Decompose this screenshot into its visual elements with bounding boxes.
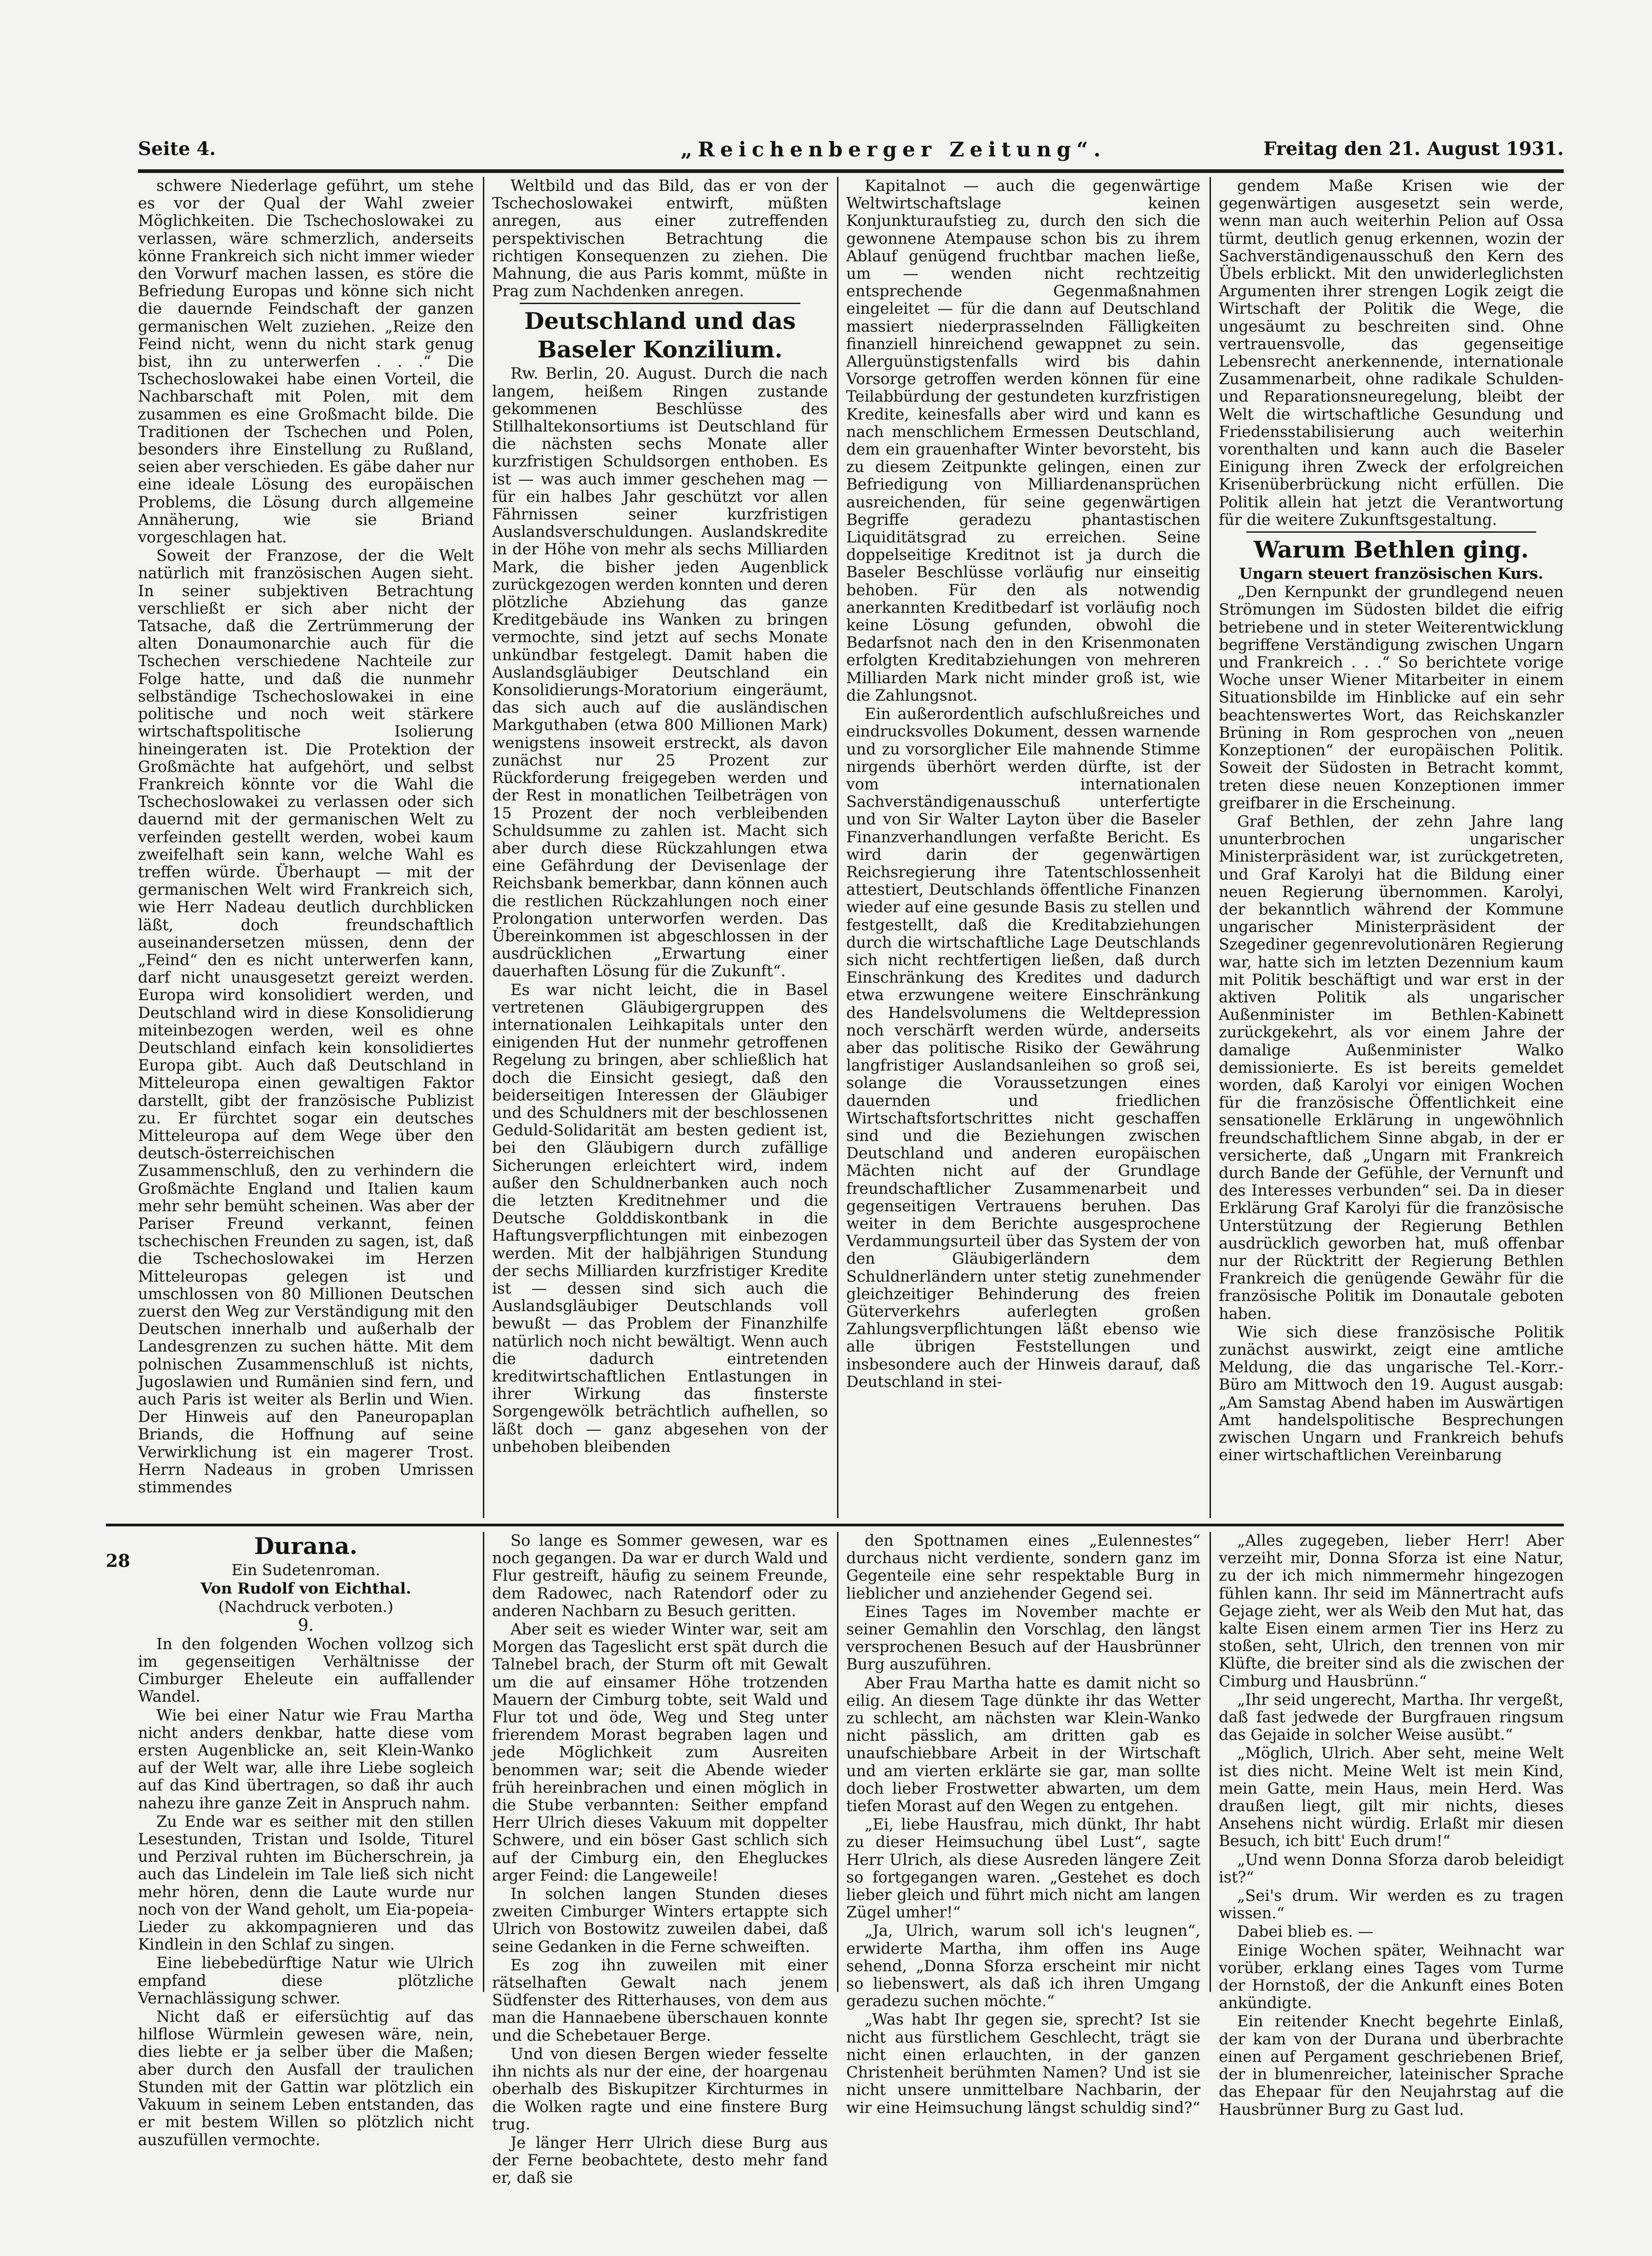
feuilleton-column-4 xyxy=(1219,1531,1564,2118)
paragraph: den Spottnamen eines „Eulennestes“ durchaus nicht verdiente, sondern ganz im Gegenteile eine sehr respektable Burg in lieblicher und anziehender Gegend sei. xyxy=(846,1531,1200,1602)
reprint-notice: (Nachdruck verboten.) xyxy=(218,1598,394,1616)
column-divider xyxy=(483,177,484,1518)
paragraph: Wie bei einer Natur wie Frau Martha nicht anders denkbar, hatte diese vom ersten Augenblicke an, seit Klein-Wanko auf der Welt war, alle ihre Liebe sogleich auf das Kind übertragen, so daß ihr auch nahezu ihre ganze Zeit in Anspruch nahm. xyxy=(138,1706,474,1812)
chapter-number: 9. xyxy=(298,1616,314,1635)
paragraph: Und von diesen Bergen wieder fesselte ihn nichts als nur der eine, der hoargenau oberhalb des Biskupitzer Kirchturmes in die Wolken ragte und eine finstere Burg trug. xyxy=(492,2044,828,2133)
paragraph: Zu Ende war es seither mit den stillen Lesestunden, Tristan und Isolde, Titurel und Perzival ruhten im Bücherschrein, ja auch das Lindelein im Tale ließ sich nicht mehr hören, denn die Laute wurde nur noch von der Wand geholt, um Eia-popeia-Lieder zu akkompagnieren und das Kindlein in den Schlaf zu singen. xyxy=(138,1812,474,1954)
feuilleton-column-1 xyxy=(138,1532,474,2149)
paragraph: Soweit der Franzose, der die Welt natürlich mit französischen Augen sieht. In seiner subjektiven Betrachtung verschließt er sich aber nicht der Tatsache, daß die Zertrümmerung der alten Donaumonarchie auch für die Tschechen verschiedene Nachteile zur Folge hatte, und daß die nunmehr selbständige Tschechoslowakei in eine politische und noch weit stärkere wirtschaftspolitische Isolierung hineingeraten ist. Die Protektion der Großmächte hat aufgehört, und selbst Frankreich könnte vor die Wahl die Tschechoslowakei zu verlassen oder sich dauernd mit der germanischen Welt zu verfeinden gestellt werden, wobei kaum zweifelhaft sein kann, welche Wahl es treffen würde. Überhaupt — mit der germanischen Welt wird Frankreich sich, wie Herr Nadeau deutlich durchblicken läßt, doch freundschaftlich auseinandersetzen müssen, denn der „Feind“ den es nicht unterwerfen kann, darf nicht unausgesetzt gereizt werden. Europa wird konsolidiert werden, und Deutschland wird in diese Konsolidierung miteinbezogen werden, weil es ohne Deutschland einfach kein konsolidiertes Europa gibt. Auch daß Deutschland in Mitteleuropa einen gewaltigen Faktor darstellt, gibt der französische Publizist zu. Er fürchtet sogar ein deutsches Mitteleuropa auf dem Wege über den deutsch-österreichischen Zusammenschluß, den zu verhindern die Großmächte England und Italien kaum mehr sehr bemüht scheinen. Was aber der Pariser Freund verkannt, feinen tschechischen Freunden zu sagen, ist, daß die Tschechoslowakei im Herzen Mitteleuropas gelegen ist und umschlossen von 80 Millionen Deutschen zuerst den Weg zur Verständigung mit den Deutschen innerhalb und außerhalb der Landesgrenzen zu suchen hätte. Mit dem polnischen Zusammenschluß ist nichts, Jugoslawien und Rumänien sind fern, und auch Paris ist weiter als Berlin und Wien. Der Hinweis auf den Paneuropaplan Briands, die Hoffnung auf seine Verwirklichung ist ein magerer Trost. Herrn Nadeaus in groben Umrissen stimmendes xyxy=(138,547,474,1496)
paragraph: Ein reitender Knecht begehrte Einlaß, der kam von der Durana und überbrachte einen auf Pergament geschriebenen Brief, der in blumenreicher, lateinischer Sprache das Ehepaar für den Neujahrstag auf die Hausbrünner Burg zu Gast lud. xyxy=(1219,2012,1564,2118)
paragraph: Graf Bethlen, der zehn Jahre lang ununterbrochen ungarischer Ministerpräsident war, ist zurückgetreten, und Graf Karolyi hat die Bildung einer neuen Regierung übernommen. Karolyi, der bekanntlich während der Kommune ungarischer Ministerpräsident der Szegediner gegenrevolutionären Regierung war, hatte sich im letzten Dezennium kaum mit Politik beschäftigt und war erst in der aktiven Politik als ungarischer Außenminister im Bethlen-Kabinett zurückgekehrt, als vor einem Jahre der damalige Außenminister Walko demissionierte. Es ist bereits gemeldet worden, daß Karolyi vor einigen Wochen für die französische Öffentlichkeit eine sensationelle Erklärung in ungewöhnlich freundschaftlichem Sinne abgab, in der er versicherte, daß „Ungarn mit Frankreich durch Bande der Gefühle, der Vernunft und des Interesses verbunden“ sei. Da in dieser Erklärung Graf Karolyi für die französische Unterstützung der Regierung Bethlen ausdrücklich geworben hat, muß offenbar nur der Rücktritt der Regierung Bethlen Frankreich die genügende Gewähr für die französische Politik im Donautale geboten haben. xyxy=(1219,812,1564,1323)
paragraph: Kapitalnot — auch die gegenwärtige Weltwirtschaftslage keinen Konjunkturaufstieg zu, durch den sich die gewonnene Atempause schon bis zu ihrem Ablauf genügend fruchtbar machen ließe, um — wenden nicht rechtzeitig entsprechende Gegenmaßnahmen eingeleitet — für die dann auf Deutschland massiert niederprasselnden Fälligkeiten finanziell hinreichend gewappnet zu sein. Allerguünstigstenfalls wird bis dahin Vorsorge getroffen werden können für eine Teilabbürdung der gestundeten kurzfristigen Kredite, keinesfalls aber wird und kann es nach menschlichem Ermessen Deutschland, dem ein grauenhafter Winter bevorsteht, bis zu diesem Zeitpunkte gelingen, einen zur Befriedigung von Milliardenansprüchen ausreichenden, für seine gegenwärtigen Begriffe geradezu phantastischen Liquiditätsgrad zu erreichen. Seine doppelseitige Kreditnot ist ja durch die Baseler Beschlüsse vorläufig nur einseitig behoben. Für den als notwendig anerkannten Kreditbedarf ist vorläufig noch keine Lösung gefunden, obwohl die Bedarfsnot nach den in den Krisenmonaten erfolgten Kreditabziehungen von mehreren Milliarden Mark nicht minder groß ist, wie die Zahlungsnot. xyxy=(846,177,1200,704)
paragraph: Aber seit es wieder Winter war, seit am Morgen das Tageslicht erst spät durch die Talnebel brach, der Sturm oft mit Gewalt um die auf einsamer Höhe trotzenden Mauern der Cimburg tobte, seit Wald und Flur tot und öde, Weg und Steg unter frierendem Morast begraben lagen und jede Möglichkeit zum Ausreiten benommen war; seit die Abende wieder früh hereinbrachen und einen möglich in die Stube verbannten: Seither empfand Herr Ulrich dieses Vakuum mit doppelter Schwere, und ein böser Gast schlich sich auf der Cimburg ein, den Ehegluckes arger Feind: die Langeweile! xyxy=(492,1620,828,1884)
paragraph: „Möglich, Ulrich. Aber seht, meine Welt ist dies nicht. Meine Welt ist mein Kind, mein Gatte, mein Haus, mein Herd. Was draußen liegt, gilt mir nichts, dieses Ansehens nicht würdig. Erlaßt mir diesen Besuch, ich bitt' Euch drum!“ xyxy=(1219,1744,1564,1850)
serial-number: 28 xyxy=(106,1550,130,1571)
paragraph: Ein außerordentlich aufschlußreiches und eindrucksvolles Dokument, dessen warnende und zu vorsorglicher Eile mahnende Stimme nirgends überhört werden dürfte, ist der vom internationalen Sachverständigenausschuß unterfertigte und von Sir Walter Layton über die Baseler Finanzverhandlungen verfaßte Bericht. Es wird darin der gegenwärtigen Reichsregierung ihre Tatentschlossenheit attestiert, Deutschlands öffentliche Finanzen wieder auf eine gesunde Basis zu stellen und festgestellt, daß die Kreditabziehungen durch die wirtschaftliche Lage Deutschlands sich nicht rechtfertigen ließen, daß durch Einschränkung des Kredites und dadurch etwa erzwungene weitere Einschränkung des Handelsvolumens die Weltdepression noch verschärft werden würde, anderseits aber das politische Risiko der Gewährung langfristiger Auslandsanleihen so groß sei, solange die Voraussetzungen eines dauernden und friedlichen Wirtschaftsfortschrittes nicht geschaffen sind und die Beziehungen zwischen Deutschland und anderen europäischen Mächten nicht auf der Grundlage freundschaftlicher Zusammenarbeit und gegenseitigen Vertrauens beruhen. Das weiter in dem Berichte ausgesprochene Verdammungsurteil über das System der von den Gläubigerländern dem Schuldnerländern unter stetig zunehmender gleichzeitiger Behinderung des freien Güterverkehrs auferlegten großen Zahlungsverpflichtungen läßt ebenso wie alle übrigen Feststellungen und insbesondere auch der Hinweis darauf, daß Deutschland in stei- xyxy=(846,705,1200,1391)
paragraph: schwere Niederlage geführt, um stehe es vor der Qual der Wahl zweier Möglichkeiten. Die Tschechoslowakei zu verlassen, wäre schmerzlich, anderseits könne Frankreich sich nicht immer wieder den Vorwurf machen lassen, es störe die Befriedung Europas und könne sich nicht die dauernde Feindschaft der ganzen germanischen Welt zuziehen. „Reize den Feind nicht, wenn du nicht stark genug bist, ihn zu unterwerfen . . .“ Die Tschechoslowakei habe einen Vorteil, die Nachbarschaft mit Polen, mit dem zusammen es eine Großmacht bilde. Die Traditionen der Tschechen und Polen, besonders ihre Einstellung zu Rußland, seien aber verschieden. Es gäbe daher nur eine ideale Lösung des europäischen Problems, die Lösung durch allgemeine Annäherung, wie sie Briand vorgeschlagen hat. xyxy=(138,177,474,547)
article-subheadline: Ungarn steuert französischen Kurs. xyxy=(1239,564,1543,583)
paragraph: Dabei blieb es. — xyxy=(1237,1922,1374,1941)
serial-author: Von Rudolf von Eichthal. xyxy=(201,1579,411,1598)
column-divider xyxy=(837,177,838,1518)
paragraph: Einige Wochen später, Weihnacht war vorüber, erklang eines Tages vom Turme der Hornstoß, der die Ankunft eines Boten ankündigte. xyxy=(1219,1941,1564,2012)
paragraph: In solchen langen Stunden dieses zweiten Cimburger Winters ertappte sich Ulrich von Bostowitz zuweilen dabei, daß seine Gedanken in die Ferne schweiften. xyxy=(492,1885,828,1956)
feuilleton-column-2 xyxy=(492,1531,828,2187)
top-column-2 xyxy=(492,177,828,1518)
top-column-4 xyxy=(1219,177,1564,1518)
newspaper-name: „Reichenberger Zeitung“. xyxy=(681,138,1107,161)
paragraph: gendem Maße Krisen wie der gegenwärtigen ausgesetzt sein werde, wenn man auch weiterhin Pelion auf Ossa türmt, deutlich genug erkennen, wozin der Sachverständigenausschuß den Kern des Übels erblickt. Mit den unwiderleglichsten Argumenten ihrer strengen Logik zeigt die Wirtschaft der Politik die Wege, die ungesäumt zu beschreiten sind. Ohne vertrauensvolle, das gegenseitige Lebensrecht anerkennende, internationale Zusammenarbeit, ohne radikale Schulden- und Reparationsneuregelung, bleibt der Welt die wirtschaftliche Gesundung und Friedensstabilisierung auch weiterhin vorenthalten und kann auch die Baseler Einigung ihren Zweck der erfolgreichen Krisenüberbrückung nicht erfüllen. Die Politik allein hat jetzt die Verantwortung für die weitere Zukunftsgestaltung. xyxy=(1219,177,1564,529)
paragraph: „Alles zugegeben, lieber Herr! Aber verzeiht mir, Donna Sforza ist eine Natur, zu der ich mich nimmermehr hingezogen fühlen kann. Ihr seid im Männertracht aufs Gejage zieht, wer als Weib den Mut hat, das kalte Eisen einem armen Tier ins Herz zu stoßen, seht, Ulrich, den trennen von mir Klüfte, die breiter sind als die zwischen der Cimburg und Hausbrünn.“ xyxy=(1219,1531,1564,1690)
paragraph: Eines Tages im November machte er seiner Gemahlin den Vorschlag, den längst versprochenen Besuch auf der Hausbrünner Burg auszuführen. xyxy=(846,1602,1200,1674)
paragraph: Eine liebebedürftige Natur wie Ulrich empfand diese plötzliche Vernachlässigung schwer. xyxy=(138,1954,474,2007)
paragraph: Nicht daß er eifersüchtig auf das hilflose Würmlein gewesen wäre, nein, dies liebte er ja selber über die Maßen; aber durch den Ausfall der traulichen Stunden mit der Gattin war plötzlich ein Vakuum in seinem Leben entstanden, das er mit bestem Willen so plötzlich nicht auszufüllen vermochte. xyxy=(138,2008,474,2149)
column-divider xyxy=(837,1532,838,1992)
page-label: Seite 4. xyxy=(138,138,216,160)
page-header xyxy=(138,133,1564,166)
paragraph: Rw. Berlin, 20. August. Durch die nach langem, heißem Ringen zustande gekommenen Beschlüsse des Stillhaltekonsortiums ist Deutschland für die nächsten sechs Monate aller kurzfristigen Schuldsorgen enthoben. Es ist — was auch immer geschehen mag — für ein halbes Jahr geschützt vor allen Fährnissen seiner kurzfristigen Auslandsverschuldungen. Auslandskredite in der Höhe von mehr als sechs Milliarden Mark, die bisher jeden Augenblick zurückgezogen werden konnten und deren plötzliche Abziehung das ganze Kreditgebäude ins Wanken zu bringen vermochte, sind jetzt auf sechs Monate unkündbar festgelegt. Damit haben die Auslandsgläubiger Deutschland ein Konsolidierungs-Moratorium eingeräumt, das sich auch auf die ausländischen Markguthaben (etwa 800 Millionen Mark) wenigstens insoweit erstreckt, als davon zunächst nur 25 Prozent zur Rückforderung freigegeben werden und der Rest in monatlichen Teilbeträgen von 15 Prozent der noch verbleibenden Schuldsumme zu zahlen ist. Macht sich aber durch diese Rückzahlungen etwa eine Gefährdung der Devisenlage der Reichsbank bemerkbar, dann können auch die restlichen Rückzahlungen noch einer Prolongation unterworfen werden. Das Übereinkommen ist abgeschlossen in der ausdrücklichen „Erwartung einer dauerhaften Lösung für die Zukunft“. xyxy=(492,364,828,980)
paragraph: Es war nicht leicht, die in Basel vertretenen Gläubigergruppen des internationalen Leihkapitals unter den einigenden Hut der nunmehr getroffenen Regelung zu bringen, aber schließlich hat doch die Einsicht gesiegt, daß den beiderseitigen Interessen der Gläubiger und des Schuldners mit der beschlossenen Geduld-Solidarität am besten gedient ist, bei den Gläubigern durch zufällige Sicherungen erleichtert wird, indem außer den Schuldnerbanken auch noch die letzten Kreditnehmer und die Deutsche Golddiskontbank in die Haftungsverpflichtungen mit einbezogen werden. Mit der halbjährigen Stundung der sechs Milliarden kurzfristiger Kredite ist — dessen sind sich auch die Auslandsgläubiger Deutschlands voll bewußt — das Problem der Finanzhilfe natürlich noch nicht bewältigt. Wenn auch die dadurch eintretenden kreditwirtschaftlichen Entlastungen in ihrer Wirkung das finsterste Sorgengewölk beträchtlich aufhellen, so läßt doch — ganz abgesehen von der unbehoben bleibenden xyxy=(492,980,828,1456)
paragraph: „Sei's drum. Wir werden es zu tragen wissen.“ xyxy=(1219,1887,1564,1922)
paragraph: Je länger Herr Ulrich diese Burg aus der Ferne beobachtete, desto mehr fand er, daß sie xyxy=(492,2133,828,2187)
paragraph: Es zog ihn zuweilen mit einer rätselhaften Gewalt nach jenem Südfenster des Ritterhauses, von dem aus man die Hannaebene überschauen konnte und die Schebetauer Berge. xyxy=(492,1956,828,2044)
top-column-3 xyxy=(846,177,1200,1518)
issue-date: Freitag den 21. August 1931. xyxy=(1263,138,1564,160)
top-column-1 xyxy=(138,177,474,1518)
feuilleton-rule xyxy=(106,1524,1564,1526)
paragraph: „Den Kernpunkt der grundlegend neuen Strömungen im Südosten bildet die eifrig betriebene und in steter Weiterentwicklung begriffene Verständigung zwischen Ungarn und Frankreich . . .“ So berichtete vorige Woche unser Wiener Mitarbeiter in einem Situationsbilde im Hinblicke auf ein sehr beachtenswertes Wort, das Reichskanzler Brüning in Rom gesprochen von „neuen Konzeptionen“ der europäischen Politik. Soweit der Südosten in Betracht kommt, treten diese neuen Konzeptionen immer greifbarer in die Erscheinung. xyxy=(1219,583,1564,812)
column-divider xyxy=(483,1532,484,1992)
paragraph: So lange es Sommer gewesen, war es noch gegangen. Da war er durch Wald und Flur gestreift, häufig zu seinem Freunde, dem Radowec, nach Ratendorf oder zu anderen Nachbarn zu Besuch geritten. xyxy=(492,1531,828,1620)
serial-title: Durana. xyxy=(254,1532,358,1560)
paragraph: „Und wenn Donna Sforza darob beleidigt ist?“ xyxy=(1219,1850,1564,1886)
paragraph: Aber Frau Martha hatte es damit nicht so eilig. An diesem Tage dünkte ihr das Wetter zu schlecht, am nächsten war Klein-Wanko nicht pässlich, am dritten gab es unaufschiebbare Arbeit in der Wirtschaft und am vierten erklärte sie gar, man sollte doch lieber Frostwetter abwarten, um dem tiefen Morast auf den Wegen zu entgehen. xyxy=(846,1674,1200,1815)
serial-subtitle: Ein Sudetenroman. xyxy=(231,1561,380,1579)
header-rule xyxy=(138,169,1564,173)
article-separator xyxy=(520,303,800,304)
paragraph: „Ei, liebe Hausfrau, mich dünkt, Ihr habt zu dieser Heimsuchung übel Lust“, sagte Herr Ulrich, als diese Ausreden längere Zeit so fortgegangen waren. „Gestehet es doch lieber gleich und führt mich nicht am langen Zügel umher!“ xyxy=(846,1815,1200,1922)
paragraph: „Ja, Ulrich, warum soll ich's leugnen“, erwiderte Martha, ihm offen ins Auge sehend, „Donna Sforza erscheint mir nicht so liebenswert, als daß ich ihren Umgang geradezu suchen möchte.“ xyxy=(846,1922,1200,2010)
column-divider xyxy=(1210,177,1211,1518)
paragraph: „Ihr seid ungerecht, Martha. Ihr vergeßt, daß fast jedwede der Burgfrauen ringsum das Gejaide in solcher Weise ausübt.“ xyxy=(1219,1690,1564,1744)
feuilleton-column-3 xyxy=(846,1531,1200,2117)
paragraph: Weltbild und das Bild, das er von der Tschechoslowakei entwirft, müßten anregen, aus einer zutreffenden perspektivischen Betrachtung die richtigen Konsequenzen zu ziehen. Die Mahnung, die aus Paris kommt, müßte in Prag zum Nachdenken anregen. xyxy=(492,177,828,300)
article-headline-baseler: Deutschland und das Baseler Konzilium. xyxy=(524,307,796,363)
column-divider xyxy=(1210,1532,1211,1992)
paragraph: Wie sich diese französische Politik zunächst auswirkt, zeigt eine amtliche Meldung, die das ungarische Tel.-Korr.-Büro am Mittwoch den 19. August ausgab: „Am Samstag Abend haben im Auswärtigen Amt handelspolitische Besprechungen zwischen Ungarn und Frankreich behufs einer wirtschaftlichen Vereinbarung xyxy=(1219,1323,1564,1464)
article-separator xyxy=(1246,531,1536,533)
paragraph: „Was habt Ihr gegen sie, sprecht? Ist sie nicht aus fürstlichem Geschlecht, trägt sie nicht einen erlauchten, in der ganzen Christenheit berühmten Namen? Und ist sie nicht unsere unmittelbare Nachbarin, der wir eine Heimsuchung längst schuldig sind?“ xyxy=(846,2010,1200,2117)
article-headline-bethlen: Warum Bethlen ging. xyxy=(1254,536,1529,564)
paragraph: In den folgenden Wochen vollzog sich im gegenseitigen Verhältnisse der Cimburger Eheleute ein auffallender Wandel. xyxy=(138,1634,474,1706)
